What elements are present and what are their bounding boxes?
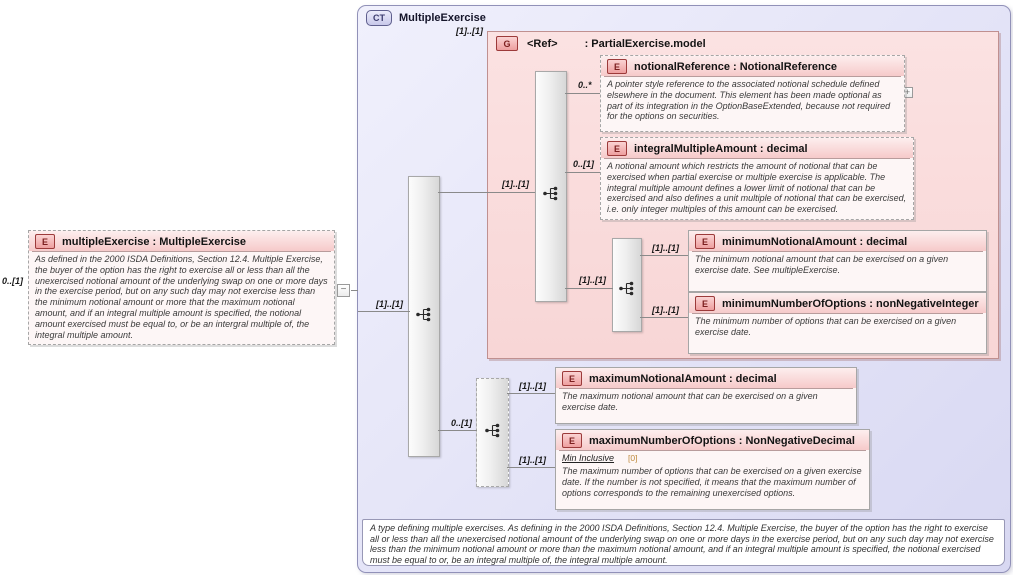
group-type: : PartialExercise.model: [584, 37, 706, 50]
element-title: integralMultipleAmount : decimal: [634, 142, 808, 155]
element-minimumNumberOfOptions[interactable]: [688, 292, 987, 354]
element-title: minimumNumberOfOptions : nonNegativeInteger: [722, 297, 979, 310]
group-name: <Ref>: [527, 37, 558, 50]
cardinality-minimumNumberOfOptions: [1]..[1]: [652, 305, 679, 315]
complex-type-icon: CT: [366, 10, 392, 26]
sequence-icon: [543, 185, 560, 207]
complex-type-title: MultipleExercise: [399, 12, 486, 24]
element-annotation: The minimum notional amount that can be exercised on a given exercise date. See multipleExercise.: [692, 251, 983, 291]
element-minimumNotionalAmount[interactable]: [688, 230, 987, 292]
cardinality-max-seq: 0..[1]: [451, 418, 473, 428]
element-annotation: The maximum notional amount that can be exercised on a given exercise date.: [559, 388, 853, 423]
connector-line: [351, 290, 358, 291]
sequence-icon: [619, 280, 636, 302]
cardinality-integralMultipleAmount: 0..[1]: [573, 159, 595, 169]
connector-line: [507, 467, 555, 468]
element-annotation: A pointer style reference to the associated notional schedule defined elsewhere in the document. This element has been made optional as part of its integration in the OptionBaseExtended, because not required for the options on securities.: [604, 76, 901, 131]
element-icon: E: [35, 234, 55, 249]
element-title: minimumNotionalAmount : decimal: [722, 235, 908, 248]
cardinality-notionalReference: 0..*: [578, 80, 592, 90]
cardinality-root: 0..[1]: [2, 276, 24, 286]
cardinality-maximumNotionalAmount: [1]..[1]: [519, 381, 546, 391]
element-annotation: The minimum number of options that can be exercised on a given exercise date.: [692, 313, 983, 353]
element-facet-row: [559, 450, 866, 464]
element-title: maximumNotionalAmount : decimal: [589, 372, 777, 385]
element-icon: E: [695, 234, 715, 249]
sequence-connector-group[interactable]: [535, 71, 567, 302]
connector-line: [507, 393, 555, 394]
connector-line: [358, 311, 410, 312]
cardinality-group-seq: [1]..[1]: [502, 179, 529, 189]
group-icon: G: [496, 36, 518, 51]
element-annotation: The maximum number of options that can be exercised on a given exercise date. If the number is not specified, it means that the maximum number of options corresponds to the remaining unexercised options.: [562, 466, 862, 498]
sequence-connector-minimum[interactable]: [612, 238, 642, 332]
element-header: [556, 368, 856, 388]
element-maximumNumberOfOptions[interactable]: [555, 429, 870, 510]
element-multipleExercise[interactable]: [28, 230, 335, 345]
cardinality-minimumNotionalAmount: [1]..[1]: [652, 243, 679, 253]
connector-line: [565, 172, 600, 173]
sequence-icon: [484, 422, 501, 444]
element-notionalReference[interactable]: [600, 55, 905, 132]
connector-line: [640, 317, 688, 318]
sequence-connector-main[interactable]: [408, 176, 440, 457]
element-header: [29, 231, 334, 251]
element-annotation: As defined in the 2000 ISDA Definitions, Section 12.4. Multiple Exercise, the buyer of the option has the right to exercise all or less than all the unexercised notional amount of the underlying swap on one or more days in the exercise period, but on any such day may not exercise less than the minimum notional amount or more that the maximum notional amount, and if an integral multiple amount is specified, the notional amount exercised must be equal to, or be an intergral multiple of, the integral multiple amount.: [32, 251, 331, 344]
connector-line: [640, 255, 688, 256]
sequence-connector-maximum[interactable]: [476, 378, 509, 487]
cardinality-maximumNumberOfOptions: [1]..[1]: [519, 455, 546, 465]
cardinality-type-seq: [1]..[1]: [376, 299, 403, 309]
connector-line: [565, 93, 600, 94]
element-header: [689, 231, 986, 251]
element-icon: E: [695, 296, 715, 311]
element-title: multipleExercise : MultipleExercise: [62, 235, 247, 248]
element-maximumNotionalAmount[interactable]: [555, 367, 857, 424]
element-integralMultipleAmount[interactable]: [600, 137, 914, 220]
cardinality-group: [1]..[1]: [456, 26, 483, 36]
connector-line: [438, 192, 535, 193]
connector-line: [565, 288, 613, 289]
sequence-icon: [416, 306, 433, 328]
cardinality-min-seq: [1]..[1]: [579, 275, 606, 285]
facet-name: Min Inclusive: [562, 453, 615, 463]
element-icon: E: [562, 371, 582, 386]
element-title: maximumNumberOfOptions : NonNegativeDecimal: [589, 434, 855, 447]
element-header: [556, 430, 869, 450]
element-header: [601, 138, 913, 158]
collapse-icon[interactable]: −: [337, 284, 350, 297]
element-header: [601, 56, 904, 76]
complex-type-annotation: A type defining multiple exercises. As defining in the 2000 ISDA Definitions, Section 12.4. Multiple Exercise, the buyer of the option has the right to exercise all or less than all the unexercised notional amount of the underlying swap on one or more days in the exercise period, but on any such day may not exercise less than the minimum notional amount or more than the maximum notional amount, and if an integral multiple amount is specified, the notional exercised must be equal to or, be an integral multiple of, the integral multiple amount.: [362, 519, 1005, 566]
facet-value: [0]: [628, 453, 638, 463]
element-title: notionalReference : NotionalReference: [634, 60, 837, 73]
element-annotation: A notional amount which restricts the amount of notional that can be exercised when partial exercise or multiple exercise is applicable. The integral multiple amount defines a lower limit of notional that can be exercised and also defines a unit multiple of notional that can be exercised, i.e. only integer multiples of this amount can be exercised.: [604, 158, 910, 219]
element-icon: E: [607, 141, 627, 156]
expand-icon[interactable]: +: [902, 87, 913, 98]
element-header: [689, 293, 986, 313]
connector-line: [438, 430, 477, 431]
element-icon: E: [607, 59, 627, 74]
element-icon: E: [562, 433, 582, 448]
